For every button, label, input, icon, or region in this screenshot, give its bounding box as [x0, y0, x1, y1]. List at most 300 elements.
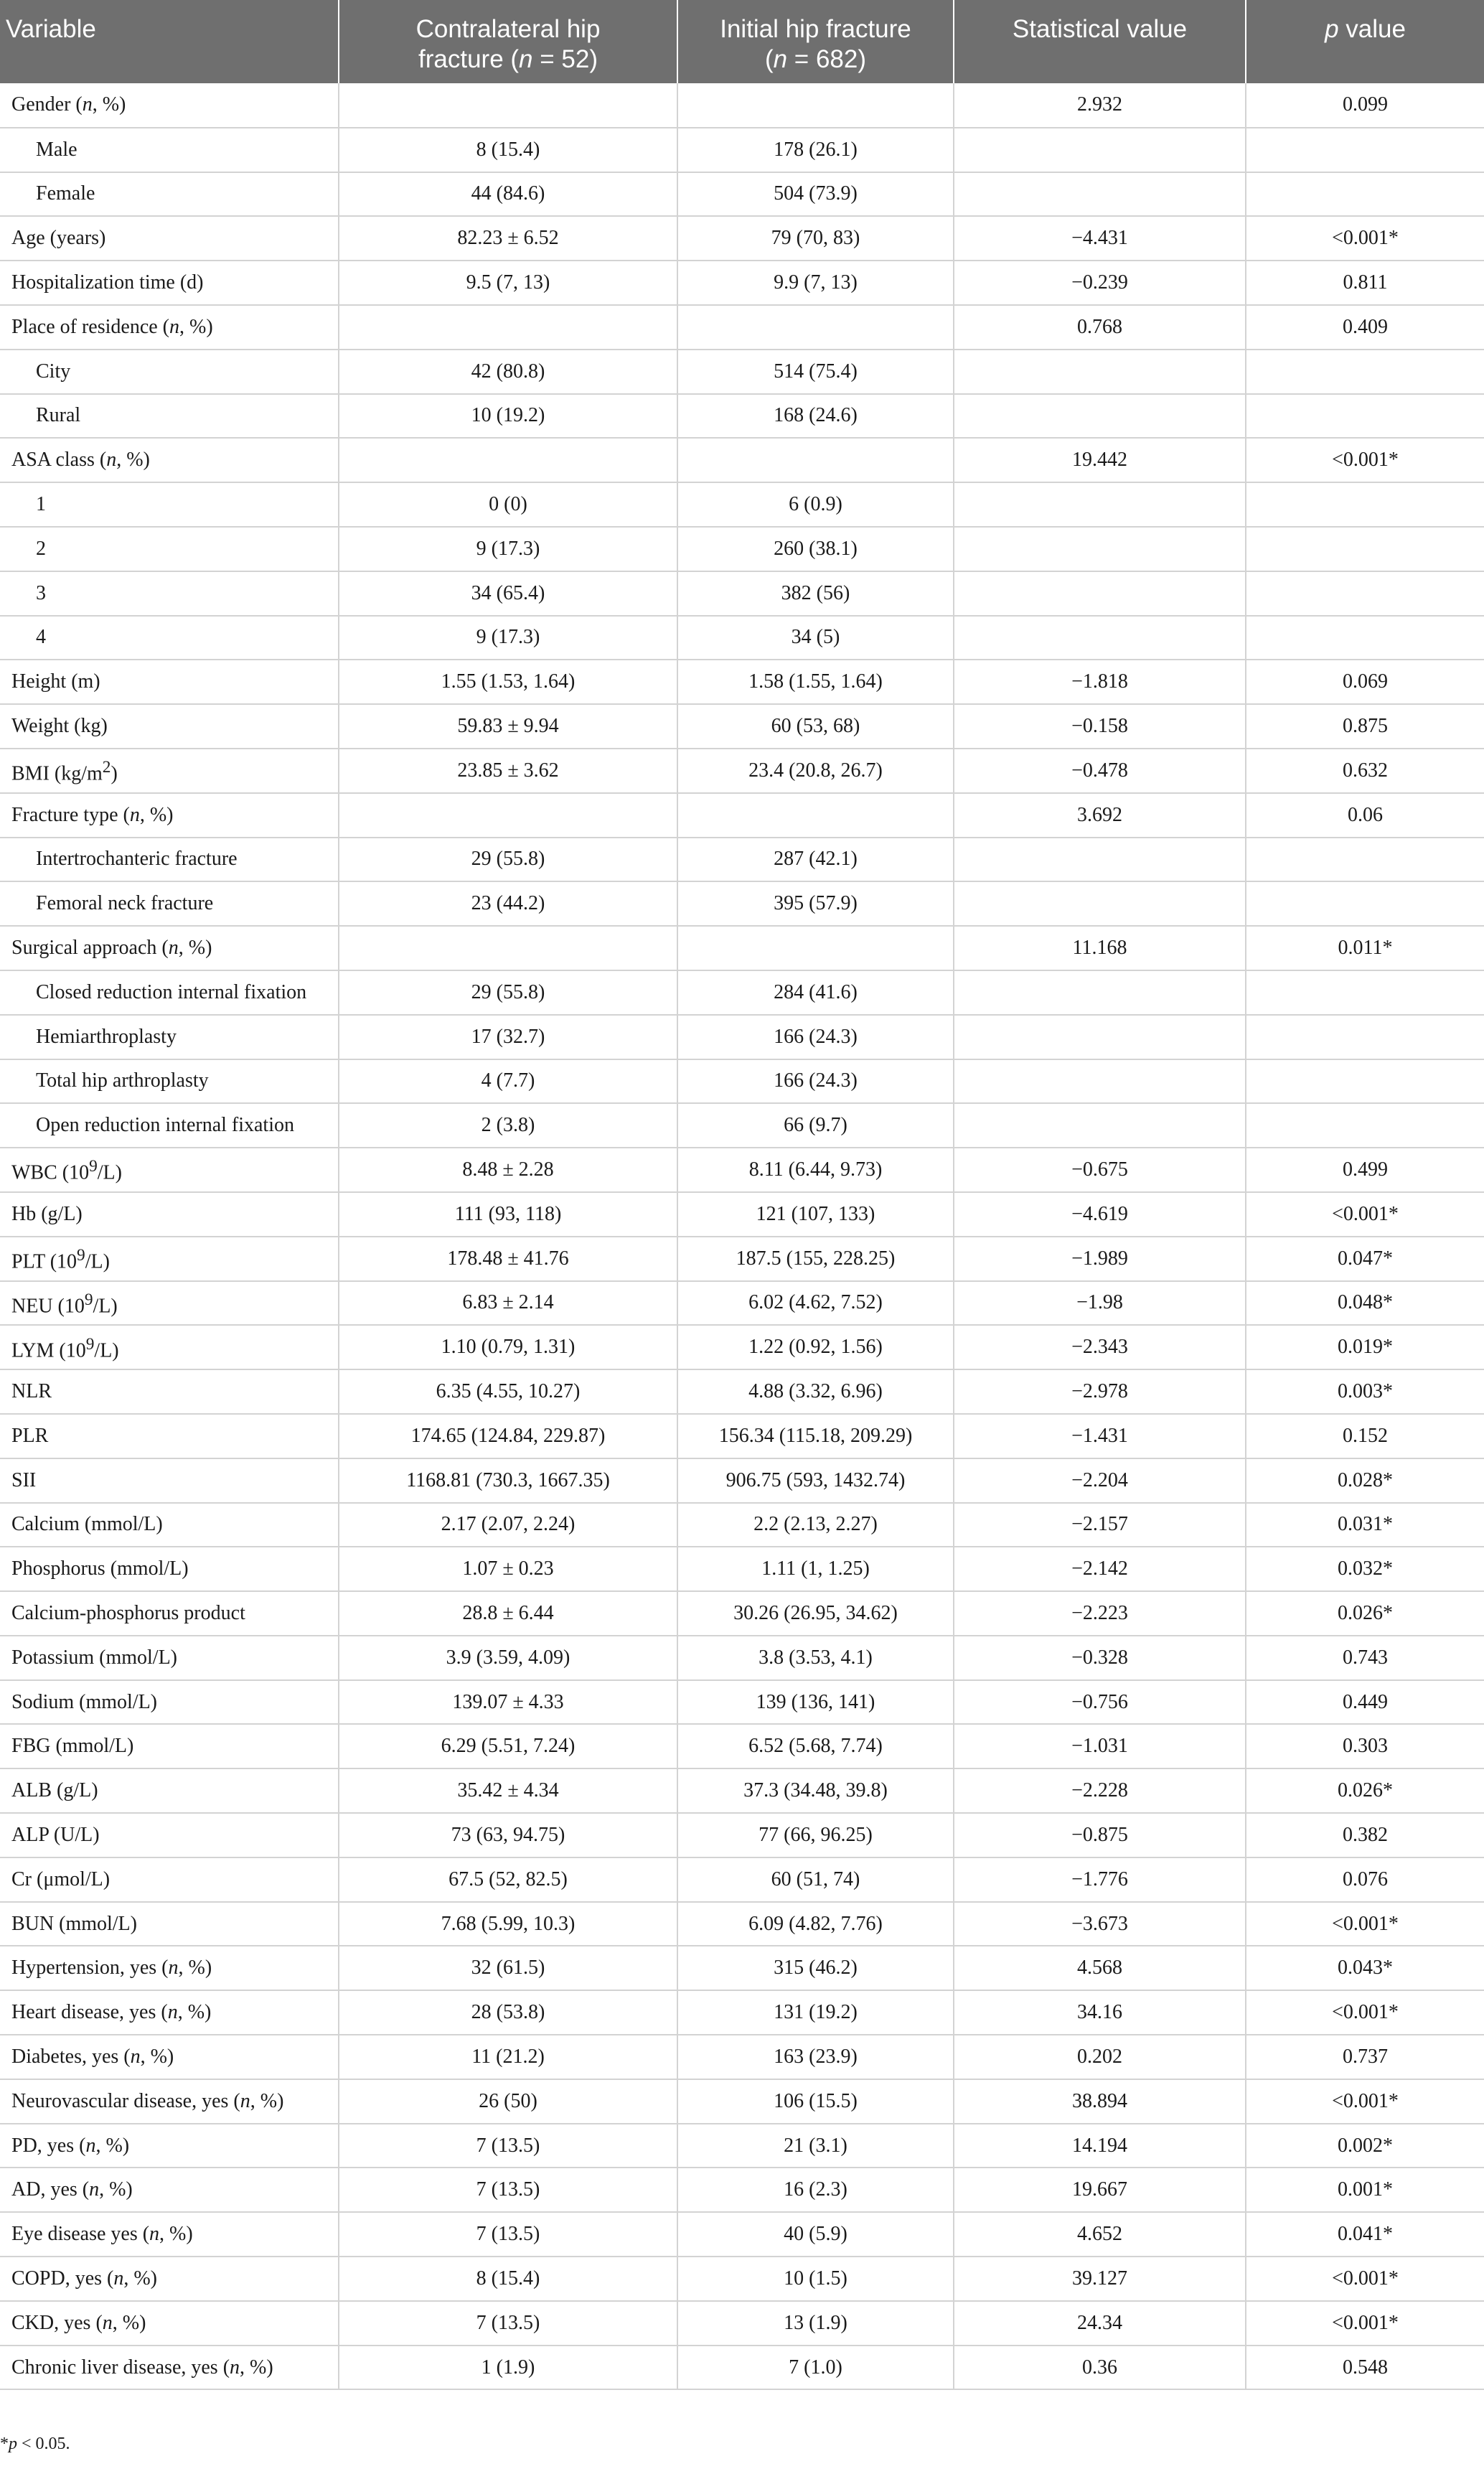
cell-contralateral: 3.9 (3.59, 4.09) — [339, 1636, 677, 1680]
cell-variable: 4 — [0, 616, 339, 660]
cell-contralateral: 42 (80.8) — [339, 350, 677, 394]
cell-contralateral: 2.17 (2.07, 2.24) — [339, 1503, 677, 1547]
cell-initial: 3.8 (3.53, 4.1) — [677, 1636, 954, 1680]
cell-contralateral: 6.29 (5.51, 7.24) — [339, 1724, 677, 1768]
table-row — [0, 881, 1484, 926]
cell-variable: ALB (g/L) — [0, 1768, 339, 1813]
cell-variable: Heart disease, yes (n, %) — [0, 1990, 339, 2035]
cell-statistical-value: −3.673 — [954, 1902, 1246, 1946]
table-row — [0, 482, 1484, 527]
table-row — [0, 1414, 1484, 1458]
cell-contralateral — [339, 438, 677, 482]
cell-variable: Open reduction internal fixation — [0, 1103, 339, 1148]
table-row — [0, 438, 1484, 482]
cell-contralateral: 28.8 ± 6.44 — [339, 1591, 677, 1636]
cell-p-value — [1246, 970, 1484, 1015]
cell-initial: 6.09 (4.82, 7.76) — [677, 1902, 954, 1946]
cell-contralateral — [339, 305, 677, 350]
cell-statistical-value: −1.989 — [954, 1237, 1246, 1281]
cell-variable: Cr (μmol/L) — [0, 1857, 339, 1902]
cell-variable: Calcium-phosphorus product — [0, 1591, 339, 1636]
cell-variable: AD, yes (n, %) — [0, 2168, 339, 2212]
table-row — [0, 305, 1484, 350]
cell-p-value — [1246, 482, 1484, 527]
cell-contralateral: 7 (13.5) — [339, 2212, 677, 2257]
cell-statistical-value: 2.932 — [954, 83, 1246, 128]
cell-statistical-value: 38.894 — [954, 2079, 1246, 2124]
cell-statistical-value — [954, 394, 1246, 439]
table-row — [0, 1902, 1484, 1946]
cell-variable: Femoral neck fracture — [0, 881, 339, 926]
cell-contralateral: 44 (84.6) — [339, 172, 677, 217]
cell-initial: 131 (19.2) — [677, 1990, 954, 2035]
cell-contralateral: 1168.81 (730.3, 1667.35) — [339, 1458, 677, 1503]
cell-variable: Sodium (mmol/L) — [0, 1680, 339, 1725]
table-row — [0, 1148, 1484, 1192]
cell-p-value: 0.069 — [1246, 660, 1484, 704]
cell-contralateral: 29 (55.8) — [339, 970, 677, 1015]
cell-p-value: 0.632 — [1246, 749, 1484, 793]
cell-initial: 1.22 (0.92, 1.56) — [677, 1325, 954, 1369]
footnote: *p < 0.05. — [0, 2435, 70, 2453]
cell-variable: Place of residence (n, %) — [0, 305, 339, 350]
cell-variable: Intertrochanteric fracture — [0, 838, 339, 882]
cell-statistical-value: −1.431 — [954, 1414, 1246, 1458]
cell-initial: 187.5 (155, 228.25) — [677, 1237, 954, 1281]
cell-initial: 8.11 (6.44, 9.73) — [677, 1148, 954, 1192]
cell-p-value: 0.811 — [1246, 261, 1484, 305]
cell-initial: 178 (26.1) — [677, 128, 954, 172]
cell-statistical-value: −0.158 — [954, 704, 1246, 749]
cell-statistical-value: −0.328 — [954, 1636, 1246, 1680]
cell-p-value: 0.011* — [1246, 926, 1484, 970]
cell-statistical-value — [954, 571, 1246, 616]
cell-initial: 6 (0.9) — [677, 482, 954, 527]
cell-initial: 79 (70, 83) — [677, 216, 954, 261]
cell-statistical-value — [954, 482, 1246, 527]
cell-statistical-value — [954, 1103, 1246, 1148]
cell-p-value: 0.026* — [1246, 1591, 1484, 1636]
cell-initial: 77 (66, 96.25) — [677, 1813, 954, 1857]
table-row — [0, 2079, 1484, 2124]
cell-variable: BMI $(kg/m^2)$ — [0, 749, 339, 793]
table-row — [0, 2168, 1484, 2212]
cell-statistical-value: −2.223 — [954, 1591, 1246, 1636]
cell-contralateral: 4 (7.7) — [339, 1059, 677, 1104]
cell-initial — [677, 438, 954, 482]
cell-initial: 504 (73.9) — [677, 172, 954, 217]
cell-variable: COPD, yes (n, %) — [0, 2257, 339, 2301]
cell-contralateral: 1.07 ± 0.23 — [339, 1547, 677, 1591]
cell-initial: 10 (1.5) — [677, 2257, 954, 2301]
cell-contralateral: 1 (1.9) — [339, 2346, 677, 2390]
cell-statistical-value: 11.168 — [954, 926, 1246, 970]
cell-contralateral: 6.35 (4.55, 10.27) — [339, 1369, 677, 1414]
cell-initial: 6.52 (5.68, 7.74) — [677, 1724, 954, 1768]
table-row — [0, 1281, 1484, 1326]
cell-initial: 260 (38.1) — [677, 527, 954, 571]
cell-initial: 60 (53, 68) — [677, 704, 954, 749]
cell-initial: 287 (42.1) — [677, 838, 954, 882]
cell-p-value: 0.737 — [1246, 2035, 1484, 2079]
table-row — [0, 1946, 1484, 1990]
table-row — [0, 1458, 1484, 1503]
cell-statistical-value: −2.978 — [954, 1369, 1246, 1414]
cell-p-value: <0.001* — [1246, 1990, 1484, 2035]
cell-p-value — [1246, 1015, 1484, 1059]
cell-p-value: 0.041* — [1246, 2212, 1484, 2257]
cell-p-value — [1246, 394, 1484, 439]
cell-initial: 2.2 (2.13, 2.27) — [677, 1503, 954, 1547]
cell-initial — [677, 793, 954, 838]
table-row — [0, 1015, 1484, 1059]
cell-variable: Female — [0, 172, 339, 217]
cell-p-value — [1246, 838, 1484, 882]
table-row — [0, 616, 1484, 660]
cell-p-value: 0.875 — [1246, 704, 1484, 749]
cell-variable: NLR — [0, 1369, 339, 1414]
cell-variable: ASA class (n, %) — [0, 438, 339, 482]
table-header — [0, 0, 1484, 83]
cell-variable: Phosphorus (mmol/L) — [0, 1547, 339, 1591]
cell-variable: CKD, yes (n, %) — [0, 2301, 339, 2346]
cell-contralateral: 1.55 (1.53, 1.64) — [339, 660, 677, 704]
table-row — [0, 660, 1484, 704]
table-row — [0, 1857, 1484, 1902]
cell-statistical-value: 34.16 — [954, 1990, 1246, 2035]
cell-statistical-value: 39.127 — [954, 2257, 1246, 2301]
cell-p-value: 0.099 — [1246, 83, 1484, 128]
table-row — [0, 1547, 1484, 1591]
cell-initial: 168 (24.6) — [677, 394, 954, 439]
cell-initial: 21 (3.1) — [677, 2124, 954, 2168]
cell-initial: 284 (41.6) — [677, 970, 954, 1015]
cell-initial: 6.02 (4.62, 7.52) — [677, 1281, 954, 1326]
cell-contralateral: 35.42 ± 4.34 — [339, 1768, 677, 1813]
table-row — [0, 1724, 1484, 1768]
cell-variable: PLR — [0, 1414, 339, 1458]
cell-contralateral: 67.5 (52, 82.5) — [339, 1857, 677, 1902]
cell-statistical-value — [954, 527, 1246, 571]
table-row — [0, 1503, 1484, 1547]
cell-initial: 66 (9.7) — [677, 1103, 954, 1148]
cell-contralateral: 28 (53.8) — [339, 1990, 677, 2035]
cell-statistical-value: 0.768 — [954, 305, 1246, 350]
cell-initial: 395 (57.9) — [677, 881, 954, 926]
cell-p-value: 0.048* — [1246, 1281, 1484, 1326]
table-row — [0, 1237, 1484, 1281]
cell-contralateral: 11 (21.2) — [339, 2035, 677, 2079]
table-row — [0, 1680, 1484, 1725]
cell-variable: City — [0, 350, 339, 394]
cell-p-value — [1246, 616, 1484, 660]
cell-contralateral: 0 (0) — [339, 482, 677, 527]
cell-p-value: <0.001* — [1246, 1902, 1484, 1946]
cell-initial — [677, 926, 954, 970]
cell-initial: 37.3 (34.48, 39.8) — [677, 1768, 954, 1813]
cell-contralateral: 32 (61.5) — [339, 1946, 677, 1990]
cell-contralateral: 9.5 (7, 13) — [339, 261, 677, 305]
cell-contralateral: 8 (15.4) — [339, 2257, 677, 2301]
table-row — [0, 749, 1484, 793]
cell-statistical-value: −1.818 — [954, 660, 1246, 704]
cell-p-value: 0.743 — [1246, 1636, 1484, 1680]
cell-statistical-value: 0.202 — [954, 2035, 1246, 2079]
cell-variable: Hb (g/L) — [0, 1192, 339, 1237]
cell-statistical-value: −4.431 — [954, 216, 1246, 261]
cell-statistical-value — [954, 838, 1246, 882]
cell-initial: 30.26 (26.95, 34.62) — [677, 1591, 954, 1636]
cell-statistical-value: −2.204 — [954, 1458, 1246, 1503]
table-row — [0, 261, 1484, 305]
cell-initial: 13 (1.9) — [677, 2301, 954, 2346]
cell-p-value: 0.076 — [1246, 1857, 1484, 1902]
table-row — [0, 704, 1484, 749]
table-row — [0, 2301, 1484, 2346]
cell-contralateral: 23 (44.2) — [339, 881, 677, 926]
cell-contralateral: 111 (93, 118) — [339, 1192, 677, 1237]
cell-statistical-value: −0.478 — [954, 749, 1246, 793]
cell-initial: 315 (46.2) — [677, 1946, 954, 1990]
table-row — [0, 350, 1484, 394]
cell-initial: 40 (5.9) — [677, 2212, 954, 2257]
header-contralateral: Contralateral hip fracture (n = 52) — [339, 0, 677, 83]
cell-variable: Diabetes, yes (n, %) — [0, 2035, 339, 2079]
cell-variable: 3 — [0, 571, 339, 616]
cell-p-value: <0.001* — [1246, 2301, 1484, 2346]
cell-statistical-value — [954, 1015, 1246, 1059]
cell-statistical-value: 14.194 — [954, 2124, 1246, 2168]
cell-contralateral: 23.85 ± 3.62 — [339, 749, 677, 793]
header-initial: Initial hip fracture (n = 682) — [677, 0, 954, 83]
cell-statistical-value: −1.98 — [954, 1281, 1246, 1326]
cell-statistical-value — [954, 172, 1246, 217]
table-row — [0, 1192, 1484, 1237]
cell-statistical-value — [954, 881, 1246, 926]
cell-statistical-value — [954, 1059, 1246, 1104]
cell-variable: Calcium (mmol/L) — [0, 1503, 339, 1547]
cell-variable: Age (years) — [0, 216, 339, 261]
cell-p-value: 0.047* — [1246, 1237, 1484, 1281]
cell-statistical-value: −1.031 — [954, 1724, 1246, 1768]
cell-initial: 106 (15.5) — [677, 2079, 954, 2124]
cell-p-value: 0.019* — [1246, 1325, 1484, 1369]
cell-initial: 121 (107, 133) — [677, 1192, 954, 1237]
cell-variable: WBC $(10^9/L)$ — [0, 1148, 339, 1192]
cell-contralateral: 73 (63, 94.75) — [339, 1813, 677, 1857]
cell-statistical-value: −2.157 — [954, 1503, 1246, 1547]
cell-initial: 166 (24.3) — [677, 1015, 954, 1059]
table-row — [0, 2124, 1484, 2168]
cell-statistical-value: −0.675 — [954, 1148, 1246, 1192]
cell-p-value: 0.06 — [1246, 793, 1484, 838]
cell-p-value: 0.303 — [1246, 1724, 1484, 1768]
table-row — [0, 128, 1484, 172]
cell-initial: 23.4 (20.8, 26.7) — [677, 749, 954, 793]
cell-statistical-value: −2.142 — [954, 1547, 1246, 1591]
cell-statistical-value — [954, 128, 1246, 172]
cell-contralateral: 7 (13.5) — [339, 2168, 677, 2212]
cell-variable: Male — [0, 128, 339, 172]
cell-contralateral: 8 (15.4) — [339, 128, 677, 172]
cell-statistical-value: 0.36 — [954, 2346, 1246, 2390]
cell-contralateral: 29 (55.8) — [339, 838, 677, 882]
cell-initial: 1.11 (1, 1.25) — [677, 1547, 954, 1591]
cell-p-value: 0.409 — [1246, 305, 1484, 350]
cell-statistical-value: −0.756 — [954, 1680, 1246, 1725]
cell-initial: 7 (1.0) — [677, 2346, 954, 2390]
cell-p-value — [1246, 881, 1484, 926]
table-row — [0, 1325, 1484, 1369]
table-row — [0, 1369, 1484, 1414]
cell-statistical-value: −0.239 — [954, 261, 1246, 305]
cell-variable: Hypertension, yes (n, %) — [0, 1946, 339, 1990]
cell-initial: 34 (5) — [677, 616, 954, 660]
table-body — [0, 83, 1484, 2389]
cell-statistical-value — [954, 616, 1246, 660]
header-p-value: p value — [1246, 0, 1484, 83]
cell-contralateral: 9 (17.3) — [339, 616, 677, 660]
cell-contralateral: 26 (50) — [339, 2079, 677, 2124]
cell-variable: Total hip arthroplasty — [0, 1059, 339, 1104]
cell-initial: 60 (51, 74) — [677, 1857, 954, 1902]
cell-p-value: 0.002* — [1246, 2124, 1484, 2168]
header-variable: Variable — [0, 0, 339, 83]
cell-variable: Eye disease yes (n, %) — [0, 2212, 339, 2257]
cell-variable: FBG (mmol/L) — [0, 1724, 339, 1768]
cell-p-value — [1246, 571, 1484, 616]
cell-p-value: 0.028* — [1246, 1458, 1484, 1503]
cell-p-value: 0.499 — [1246, 1148, 1484, 1192]
table-row — [0, 1636, 1484, 1680]
cell-contralateral — [339, 793, 677, 838]
cell-statistical-value: −2.228 — [954, 1768, 1246, 1813]
header-statistical-value: Statistical value — [954, 0, 1246, 83]
cell-contralateral: 59.83 ± 9.94 — [339, 704, 677, 749]
cell-initial: 166 (24.3) — [677, 1059, 954, 1104]
cell-initial: 9.9 (7, 13) — [677, 261, 954, 305]
table-row — [0, 2346, 1484, 2390]
table-row — [0, 838, 1484, 882]
table-row — [0, 394, 1484, 439]
cell-initial: 514 (75.4) — [677, 350, 954, 394]
cell-statistical-value — [954, 350, 1246, 394]
cell-p-value — [1246, 527, 1484, 571]
cell-statistical-value: 4.652 — [954, 2212, 1246, 2257]
cell-p-value — [1246, 350, 1484, 394]
cell-p-value — [1246, 1059, 1484, 1104]
cell-initial: 906.75 (593, 1432.74) — [677, 1458, 954, 1503]
cell-contralateral: 82.23 ± 6.52 — [339, 216, 677, 261]
cell-variable: Weight (kg) — [0, 704, 339, 749]
table-row — [0, 571, 1484, 616]
cell-p-value: 0.043* — [1246, 1946, 1484, 1990]
table-row — [0, 793, 1484, 838]
cell-initial: 156.34 (115.18, 209.29) — [677, 1414, 954, 1458]
table-row — [0, 83, 1484, 128]
cell-contralateral: 178.48 ± 41.76 — [339, 1237, 677, 1281]
cell-statistical-value: −1.776 — [954, 1857, 1246, 1902]
cell-initial: 163 (23.9) — [677, 2035, 954, 2079]
cell-p-value — [1246, 1103, 1484, 1148]
cell-contralateral: 34 (65.4) — [339, 571, 677, 616]
cell-contralateral: 6.83 ± 2.14 — [339, 1281, 677, 1326]
cell-variable: 1 — [0, 482, 339, 527]
cell-p-value: 0.001* — [1246, 2168, 1484, 2212]
cell-initial: 4.88 (3.32, 6.96) — [677, 1369, 954, 1414]
table-row — [0, 2257, 1484, 2301]
cell-contralateral — [339, 83, 677, 128]
cell-statistical-value: 24.34 — [954, 2301, 1246, 2346]
cell-p-value: 0.003* — [1246, 1369, 1484, 1414]
cell-initial: 1.58 (1.55, 1.64) — [677, 660, 954, 704]
cell-variable: Hospitalization time (d) — [0, 261, 339, 305]
table-row — [0, 2035, 1484, 2079]
cell-contralateral: 8.48 ± 2.28 — [339, 1148, 677, 1192]
table-row — [0, 216, 1484, 261]
cell-p-value: <0.001* — [1246, 2257, 1484, 2301]
cell-statistical-value: −4.619 — [954, 1192, 1246, 1237]
cell-variable: Chronic liver disease, yes (n, %) — [0, 2346, 339, 2390]
cell-contralateral: 17 (32.7) — [339, 1015, 677, 1059]
cell-p-value: <0.001* — [1246, 2079, 1484, 2124]
cell-p-value: <0.001* — [1246, 1192, 1484, 1237]
cell-variable: NEU $(10^9/L)$ — [0, 1281, 339, 1326]
table-row — [0, 1990, 1484, 2035]
table-row — [0, 1591, 1484, 1636]
cell-variable: PLT $(10^9/L)$ — [0, 1237, 339, 1281]
table-row — [0, 2212, 1484, 2257]
cell-contralateral — [339, 926, 677, 970]
cell-variable: Rural — [0, 394, 339, 439]
cell-p-value — [1246, 172, 1484, 217]
cell-contralateral: 174.65 (124.84, 229.87) — [339, 1414, 677, 1458]
cell-variable: SII — [0, 1458, 339, 1503]
cell-contralateral: 139.07 ± 4.33 — [339, 1680, 677, 1725]
cell-variable: PD, yes (n, %) — [0, 2124, 339, 2168]
cell-initial: 382 (56) — [677, 571, 954, 616]
cell-statistical-value: 19.667 — [954, 2168, 1246, 2212]
cell-statistical-value: −0.875 — [954, 1813, 1246, 1857]
cell-contralateral: 9 (17.3) — [339, 527, 677, 571]
cell-p-value: 0.032* — [1246, 1547, 1484, 1591]
cell-p-value: <0.001* — [1246, 438, 1484, 482]
table-row — [0, 172, 1484, 217]
cell-variable: Surgical approach (n, %) — [0, 926, 339, 970]
cell-variable: Potassium (mmol/L) — [0, 1636, 339, 1680]
cell-contralateral: 7.68 (5.99, 10.3) — [339, 1902, 677, 1946]
cell-initial: 139 (136, 141) — [677, 1680, 954, 1725]
table-row — [0, 970, 1484, 1015]
cell-statistical-value: 19.442 — [954, 438, 1246, 482]
cell-variable: 2 — [0, 527, 339, 571]
cell-p-value: 0.548 — [1246, 2346, 1484, 2390]
cell-variable: BUN (mmol/L) — [0, 1902, 339, 1946]
cell-contralateral: 7 (13.5) — [339, 2124, 677, 2168]
table-row — [0, 1059, 1484, 1104]
cell-p-value: 0.449 — [1246, 1680, 1484, 1725]
table-row — [0, 1768, 1484, 1813]
cell-variable: Closed reduction internal fixation — [0, 970, 339, 1015]
table-row — [0, 1813, 1484, 1857]
cell-contralateral: 2 (3.8) — [339, 1103, 677, 1148]
cell-statistical-value: −2.343 — [954, 1325, 1246, 1369]
cell-statistical-value — [954, 970, 1246, 1015]
table-row — [0, 926, 1484, 970]
cell-p-value: 0.026* — [1246, 1768, 1484, 1813]
table-row — [0, 1103, 1484, 1148]
cell-p-value: 0.031* — [1246, 1503, 1484, 1547]
